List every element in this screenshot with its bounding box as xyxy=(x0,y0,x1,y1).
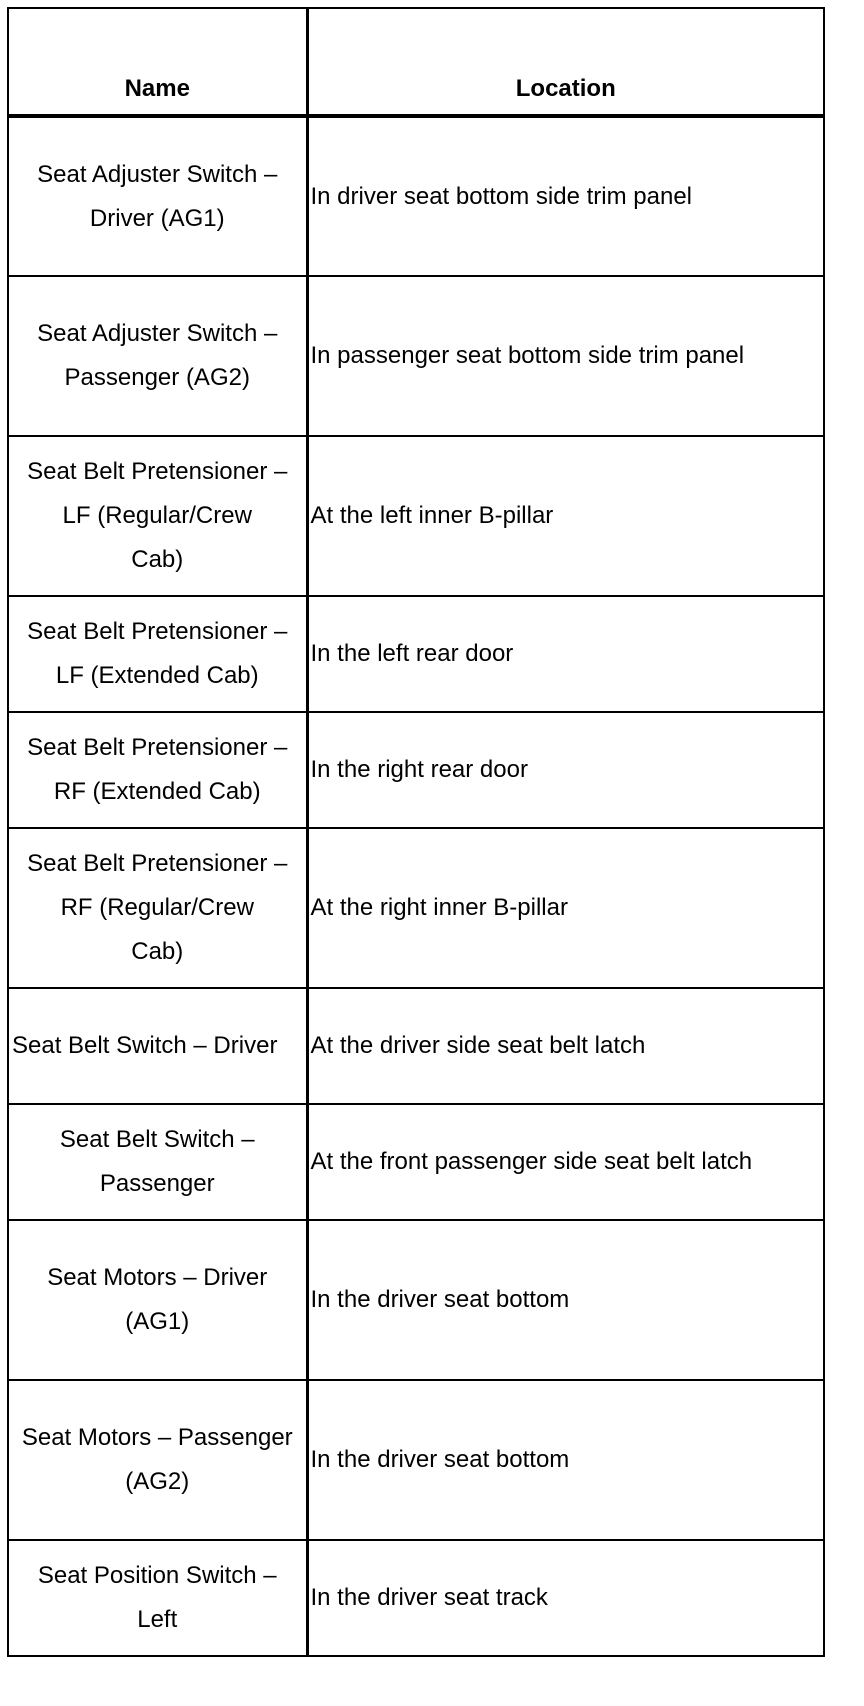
component-name-cell: Seat Belt Pretensioner – LF (Regular/Crew Cab) xyxy=(8,436,307,596)
component-name-cell: Seat Position Switch – Left xyxy=(8,1540,307,1656)
table-row xyxy=(8,116,824,276)
table-row xyxy=(8,988,824,1104)
component-name-cell: Seat Belt Pretensioner – RF (Extended Cab) xyxy=(8,712,307,828)
component-location-cell: In the driver seat bottom xyxy=(307,1220,824,1380)
component-location-cell: At the driver side seat belt latch xyxy=(307,988,824,1104)
name-column-header: Name xyxy=(8,8,307,116)
location-column-header: Location xyxy=(307,8,824,116)
table-row xyxy=(8,828,824,988)
component-location-cell: At the front passenger side seat belt latch xyxy=(307,1104,824,1220)
table-row xyxy=(8,1540,824,1656)
component-name-cell: Seat Motors – Passenger (AG2) xyxy=(8,1380,307,1540)
component-location-cell: In the right rear door xyxy=(307,712,824,828)
table-row xyxy=(8,596,824,712)
component-name-cell: Seat Belt Pretensioner – RF (Regular/Crew Cab) xyxy=(8,828,307,988)
component-name-cell: Seat Adjuster Switch – Passenger (AG2) xyxy=(8,276,307,436)
component-location-cell: In the driver seat bottom xyxy=(307,1380,824,1540)
table-row xyxy=(8,1220,824,1380)
component-name-cell: Seat Motors – Driver (AG1) xyxy=(8,1220,307,1380)
table-row xyxy=(8,712,824,828)
table-row xyxy=(8,1104,824,1220)
component-location-cell: In passenger seat bottom side trim panel xyxy=(307,276,824,436)
component-name-cell: Seat Belt Pretensioner – LF (Extended Cab) xyxy=(8,596,307,712)
component-name-cell: Seat Belt Switch – Passenger xyxy=(8,1104,307,1220)
table-header-row xyxy=(8,8,824,116)
component-name-cell: Seat Belt Switch – Driver xyxy=(8,988,307,1104)
component-location-cell: At the right inner B-pillar xyxy=(307,828,824,988)
component-name-cell: Seat Adjuster Switch – Driver (AG1) xyxy=(8,116,307,276)
component-location-table xyxy=(7,7,825,1657)
table-row xyxy=(8,1380,824,1540)
component-location-cell: In the left rear door xyxy=(307,596,824,712)
component-location-cell: At the left inner B-pillar xyxy=(307,436,824,596)
component-location-cell: In the driver seat track xyxy=(307,1540,824,1656)
component-location-cell: In driver seat bottom side trim panel xyxy=(307,116,824,276)
table-row xyxy=(8,436,824,596)
table-row xyxy=(8,276,824,436)
